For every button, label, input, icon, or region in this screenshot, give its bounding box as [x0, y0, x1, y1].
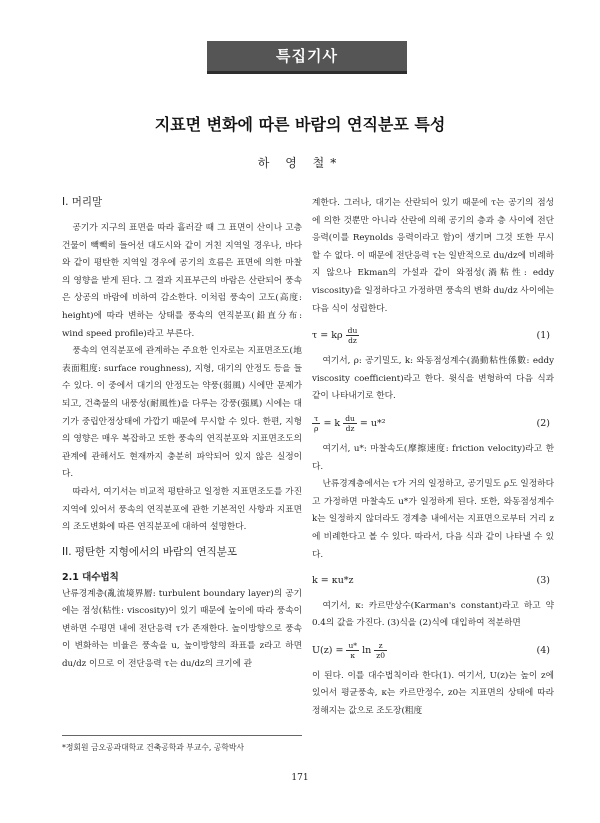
equation-2 — [312, 414, 554, 433]
author-footnote: *정회원 금오공과대학교 건축공학과 부교수, 공학박사 — [62, 735, 302, 753]
paragraph: 풍속의 연직분포에 관계하는 주요한 인자로는 지표면조도(地表面粗度: surface roughness), 지형, 대기의 안정도 등을 들 수 있다. 이 중에서 대기의 안정도는 약풍(弱風) 시에만 문제가 되고, 건축물의 내풍성(耐風性)을 다루는 강풍(强風) 시에는 대기가 중립안정상태에 가깝기 때문에 무시할 수 있다. 한편, 지형의 영향은 매우 복잡하고 또한 풍속의 연직분포와 지표면조도의 관계에 관해서도 현재까지 충분히 파악되어 있지 않은 실정이다. — [62, 346, 302, 480]
right-column — [312, 195, 554, 721]
eq1-lhs: τ = kρ — [312, 330, 343, 342]
paragraph: 난류경계층(亂流境界層: turbulent boundary layer)의 공기에는 점성(粘性: viscosity)이 있기 때문에 높이에 따라 풍속이 변하면 수평면 내에 전단응력 τ가 존재한다. 높이방향으로 풍속이 변화하는 비율은 풍속을 u, 높이방향의 좌표를 z라고 하면 du/dz 이므로 이 전단응력 τ는 du/dz의 크기에 관 — [62, 588, 302, 670]
equation-1 — [312, 326, 554, 345]
eq4-number: (4) — [536, 644, 550, 656]
eq4-log-fraction — [374, 641, 387, 660]
paragraph: 여기서, κ: 카르만상수(Karman's constant)라고 하고 약 0.4의 값을 가진다. (3)식을 (2)식에 대입하여 적분하면 — [312, 600, 554, 629]
left-column — [62, 195, 302, 674]
paragraph: 계한다. 그러나, 대기는 산란되어 있기 때문에 τ는 공기의 점성에 의한 것뿐만 아니라 산란에 의해 공기의 층과 층 사이에 전단응력(이를 Reynolds 응력이라고 함)이 생기며 그것 또한 무시할 수 없다. 이 때문에 전단응력 τ는 일반적으로 du/dz에 비례하지 않으나 Ekman의 가설과 같이 와점성(渦粘性: eddy viscosity)을 일정하다고 가정하면 풍속의 변화 du/dz 사이에는 다음 식이 성립한다. — [312, 198, 554, 314]
eq4-lhs: U(z) = — [312, 644, 344, 656]
eq2-denominator: dz — [345, 423, 355, 433]
eq4-numerator: u* — [348, 640, 358, 650]
eq4-ln: ln — [362, 644, 372, 656]
paragraph: 난류경계층에서는 τ가 거의 일정하고, 공기밀도 ρ도 일정하다고 가정하면 마찰속도 u*가 일정하게 된다. 또한, 와동점성계수 k는 일정하지 않더라도 경계층 내에서는 지표면으로부터 거리 z에 비례한다고 볼 수 있다. 따라서, 다음 식과 같이 나타낼 수 있다. — [312, 479, 554, 560]
eq4-fraction — [346, 641, 359, 660]
page-number: 171 — [291, 773, 309, 783]
eq2-mid: = k — [323, 417, 341, 429]
paragraph: 따라서, 여기서는 비교적 평탄하고 일정한 지표면조도를 가진 지역에 있어서 풍속의 연직분포에 관한 기본적인 사항과 지표면의 조도변화에 따른 연직분포에 대하여 설명한다. — [62, 486, 302, 533]
article-title: 지표면 변화에 따른 바람의 연직분포 특성 — [154, 115, 446, 134]
eq2-rhs: = u*² — [359, 417, 386, 429]
paragraph: 여기서, ρ: 공기밀도, k: 와동점성계수(渦動粘性係數: eddy viscosity coefficient)라고 한다. 윗식을 변형하여 다음 식과 같이 나타내기로 한다. — [312, 356, 554, 402]
eq4-log-numerator: z — [374, 641, 387, 651]
equation-4 — [312, 641, 554, 660]
eq3-body: k = κu*z — [312, 575, 354, 587]
eq4-log-denominator: z0 — [376, 650, 385, 660]
eq4-denominator: κ — [350, 650, 356, 660]
paragraph: 이 된다. 이를 대수법칙이라 한다(1). 여기서, U(z)는 높이 z에 있어서 평균풍속, κ는 카르만정수, z0는 지표면의 상태에 따라 정해지는 값으로 조도장(粗度 — [312, 670, 554, 717]
section-heading-flat-terrain: II. 평탄한 지형에서의 바람의 연직분포 — [62, 545, 238, 558]
eq2-numerator: du — [345, 413, 355, 423]
section-banner: 특집기사 — [207, 41, 407, 74]
eq2-lhs-fraction — [312, 414, 320, 433]
eq1-number: (1) — [536, 329, 550, 341]
subsection-heading-log-law: 2.1 대수법칙 — [62, 571, 119, 583]
equation-3 — [312, 572, 554, 590]
eq2-lhs-denominator: ρ — [314, 423, 319, 433]
eq1-numerator: du — [347, 326, 358, 336]
article-author: 하 영 철* — [257, 156, 343, 170]
paragraph: 여기서, u*: 마찰속도(摩擦速度: friction velocity)라고 한다. — [312, 443, 554, 472]
eq1-fraction — [346, 326, 360, 345]
eq2-fraction — [343, 414, 357, 433]
eq3-number: (3) — [536, 575, 550, 587]
eq1-denominator: dz — [348, 336, 357, 346]
section-heading-intro: I. 머리말 — [62, 196, 103, 208]
eq2-number: (2) — [536, 417, 550, 429]
paragraph: 공기가 지구의 표면을 따라 흘러갈 때 그 표면이 산이나 고층건물이 빽빽히 들어선 대도시와 같이 거친 지역일 경우나, 바다와 같이 평탄한 지역일 경우에 공기의 흐름은 표면에 의한 마찰의 영향을 받게 된다. 그 결과 지표부근의 바람은 산란되어 풍속은 상공의 바람에 비하여 감소한다. 이처럼 풍속이 고도(高度: height)에 따라 변하는 상태를 풍속의 연직분포(鉛直分布: wind speed profile)라고 부른다. — [62, 223, 302, 339]
eq2-lhs-numerator: τ — [312, 414, 320, 424]
